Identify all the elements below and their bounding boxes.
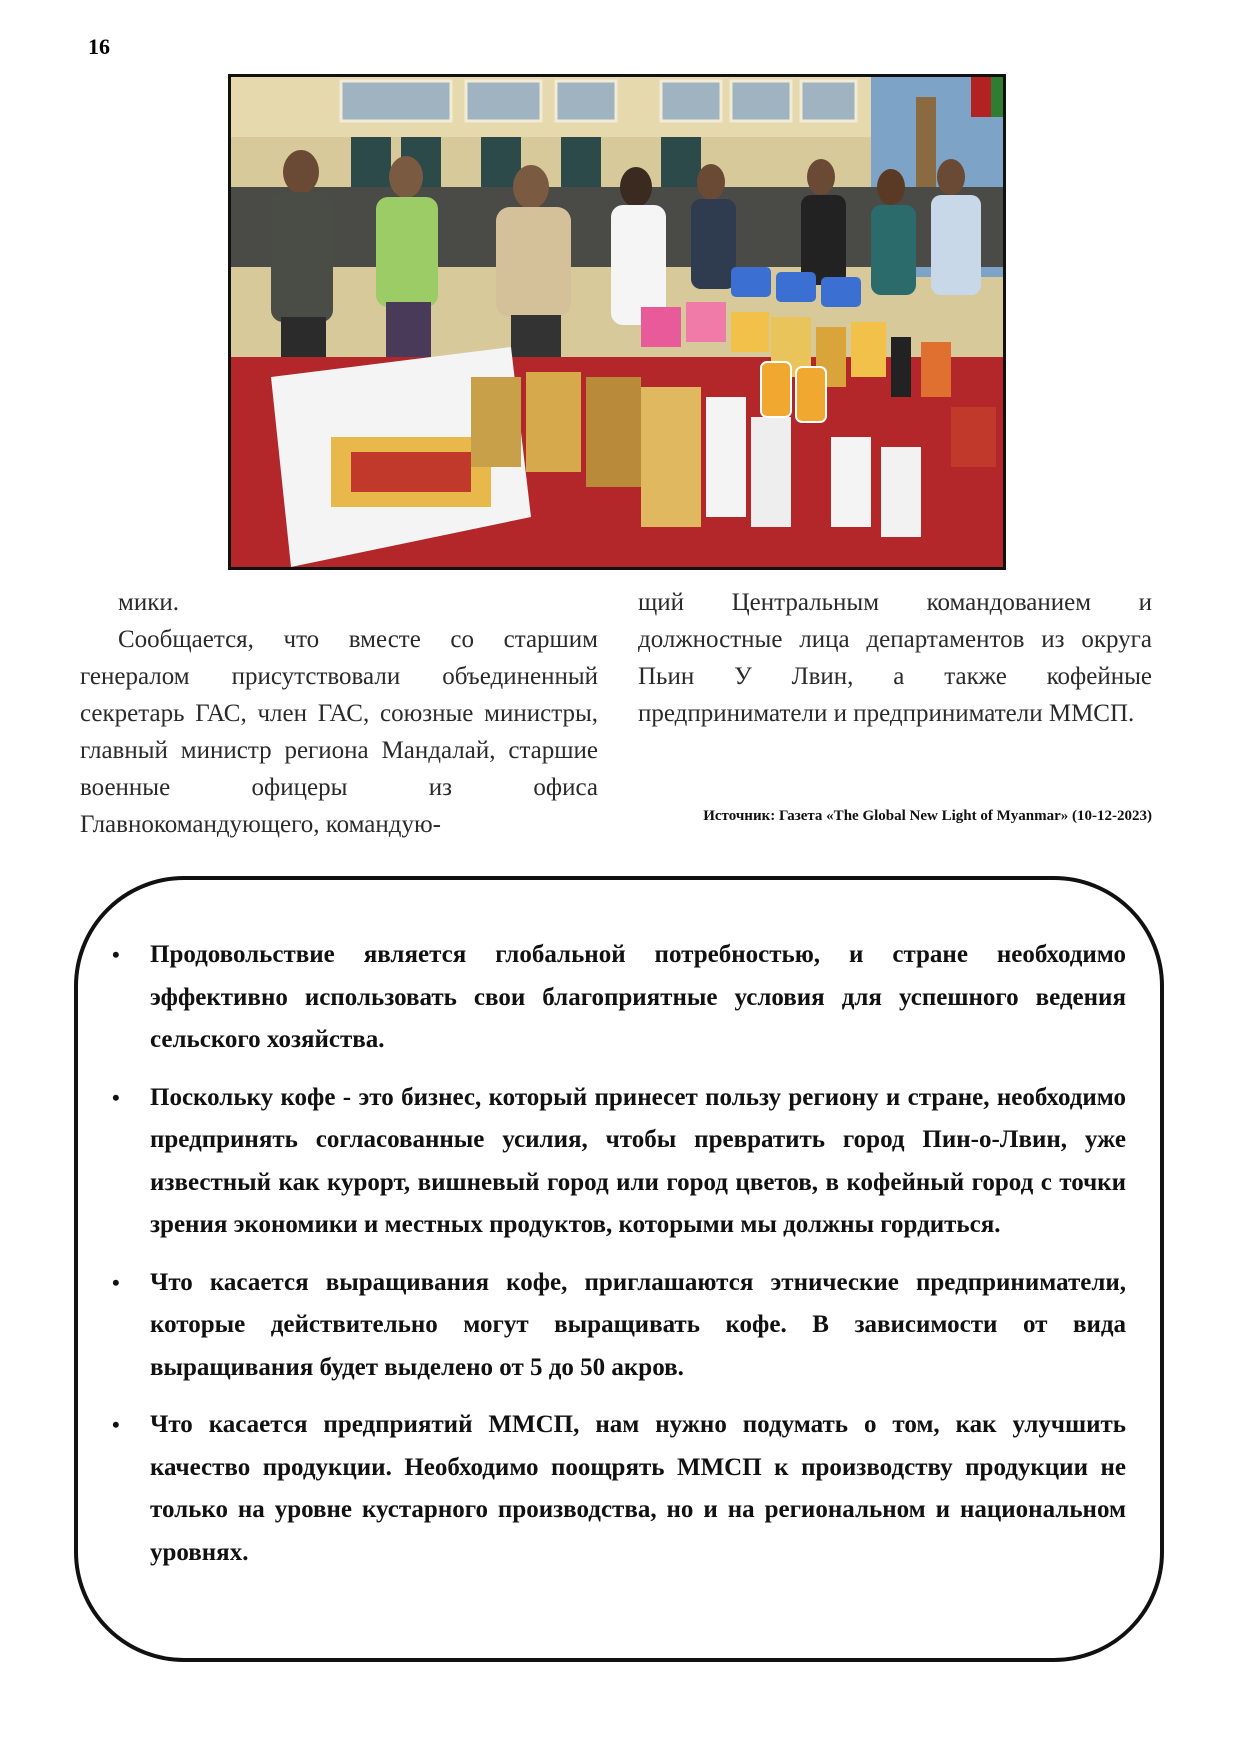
article-paragraph: Сообщается, что вместе со старшим генералом присутствовали объединенный секретарь ГАС, член ГАС, союзные министры, главный министр региона Мандалай, старшие военные офицеры из офиса Главнокомандующего, командую- [80,626,598,838]
summary-item-text: Продовольствие является глобальной потребностью, и стране необходимо эффективно использовать свои благоприятные условия для успешного ведения сельского хозяйства. [150,941,1126,1053]
article-paragraph: щий Центральным командованием и должностные лица департаментов из округа Пьин У Лвин, а также кофейные предприниматели и предприниматели ММСП. [638,589,1152,727]
summary-list [112,934,1126,1589]
page-number: 16 [88,34,110,59]
article-right-column [638,584,1152,732]
photo-illustration [231,77,1003,567]
article-left-column [80,584,598,843]
bullet-icon: • [112,1412,120,1437]
summary-item [112,1262,1126,1390]
bullet-icon: • [112,1084,120,1110]
article-paragraph: мики. [118,589,179,616]
summary-item [112,1077,1126,1247]
summary-item-text: Поскольку кофе - это бизнес, который принесет пользу региону и стране, необходимо предпринять согласованные усилия, чтобы превратить город Пин-о-Лвин, уже известный как курорт, вишневый город или город цветов, в кофейный город с точки зрения экономики и местных продуктов, которыми мы должны гордиться. [150,1083,1126,1238]
summary-item-text: Что касается предприятий ММСП, нам нужно подумать о том, как улучшить качество продукции. Необходимо поощрять ММСП к производству продукции не только на уровне кустарного производства, но и на региональном и национальном уровнях. [150,1411,1126,1566]
bullet-icon: • [112,942,120,967]
bullet-icon: • [112,1269,120,1295]
article-source: Источник: Газета «The Global New Light of Myanmar» (10-12-2023) [703,808,1152,824]
summary-item [112,1404,1126,1574]
exhibition-photo [228,74,1006,570]
summary-item-text: Что касается выращивания кофе, приглашаются этнические предприниматели, которые действительно могут выращивать кофе. В зависимости от вида выращивания будет выделено от 5 до 50 акров. [150,1268,1126,1381]
summary-item [112,934,1126,1062]
